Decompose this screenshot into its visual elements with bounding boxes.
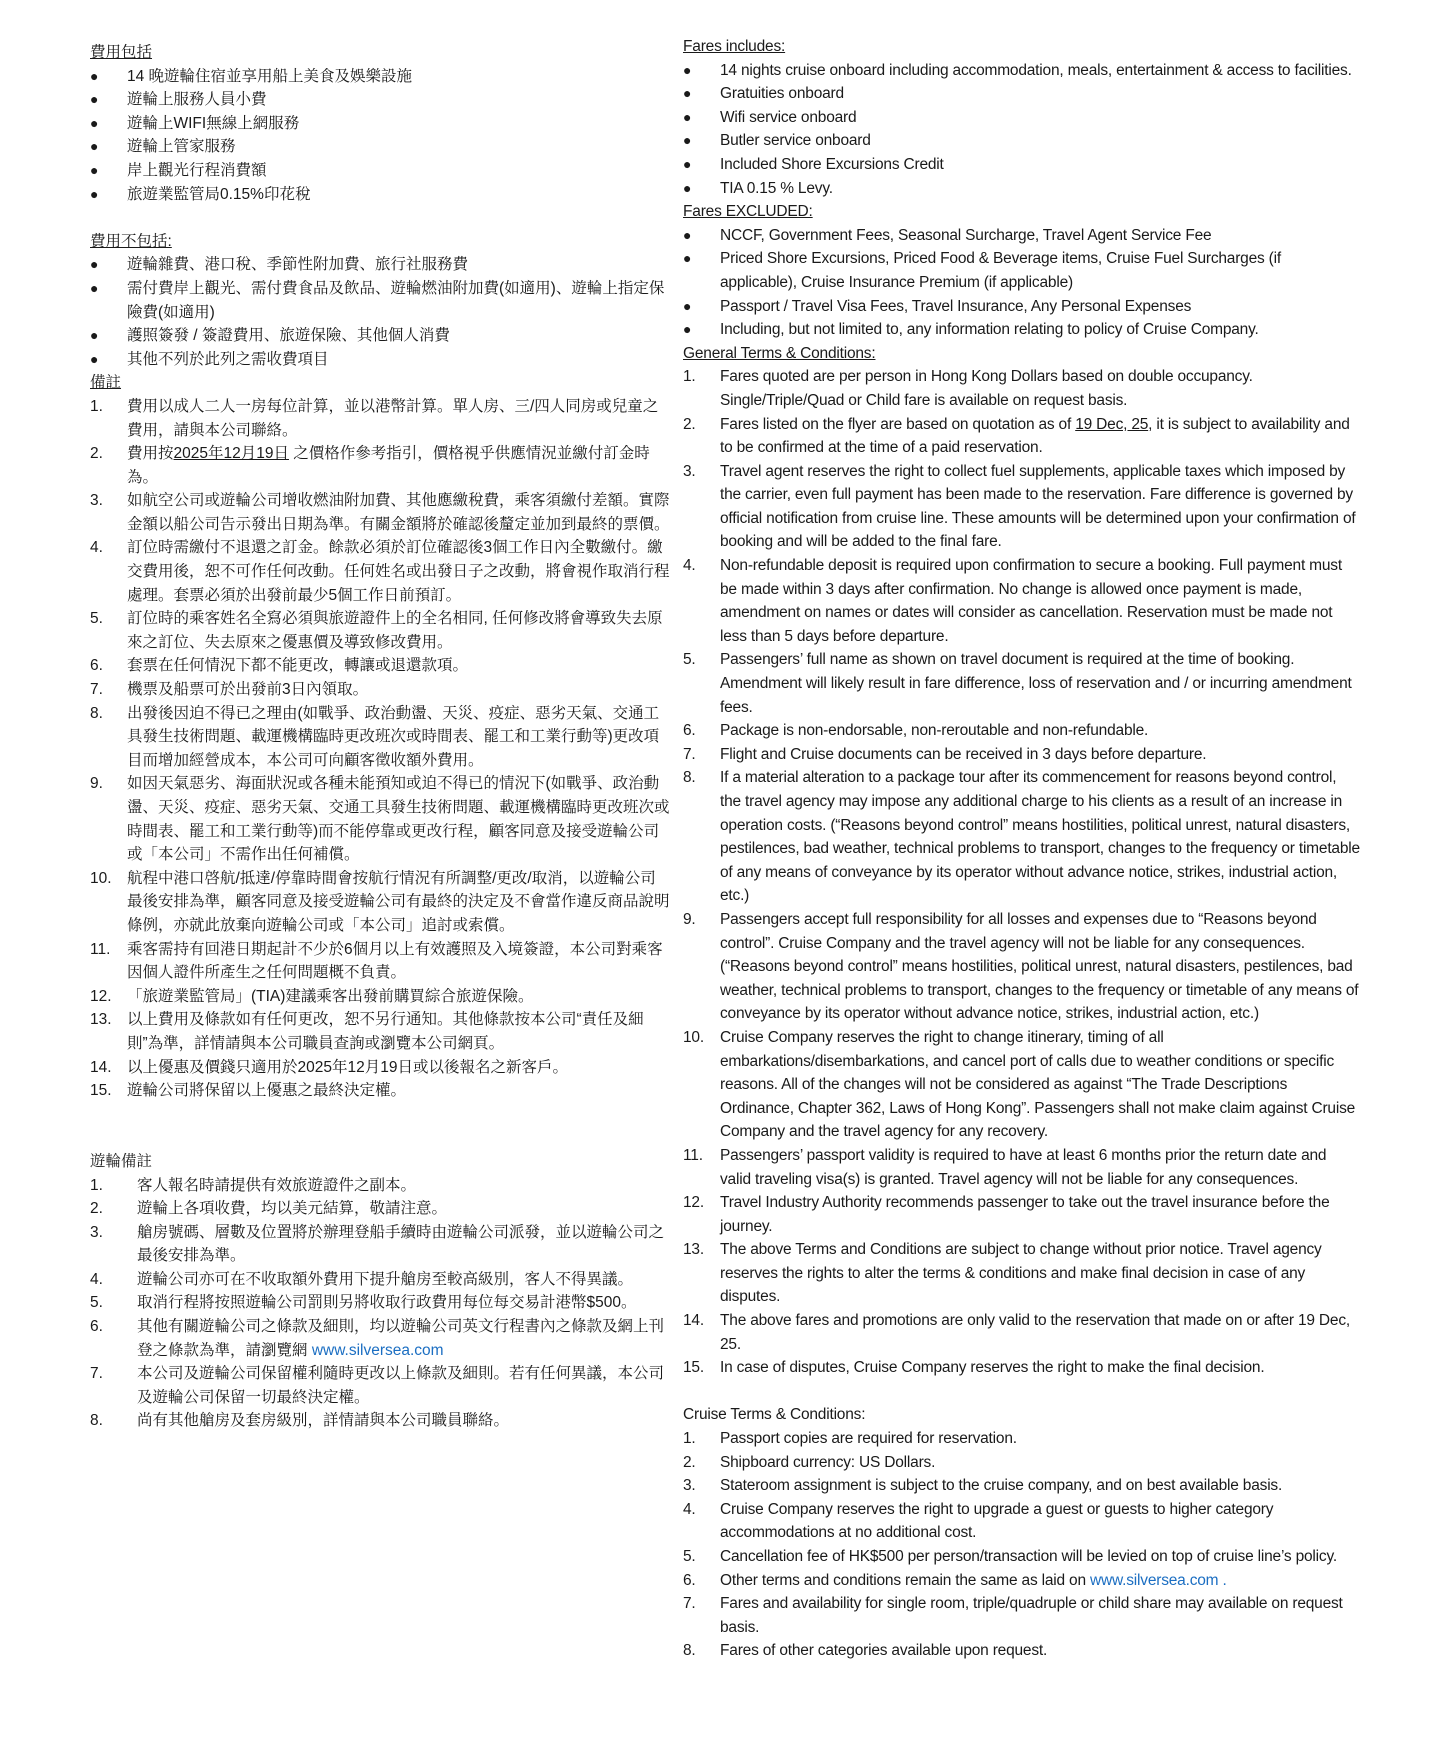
item-text: If a material alteration to a package tour after its commencement for reasons beyond control, the travel agency may impose any additional charge to his clients as a result of an increase in operation costs. (“Reasons beyond control” means hostilities, political unrest, natural disasters, pestilences, bad weather, technical problems to transport, changes to the frequency or timetable of any means of conveyance by its operator without advance notice, strikes, industrial action, etc.) (720, 769, 1360, 905)
item-text: 艙房號碼、層數及位置將於辦理登船手續時由遊輪公司派發，並以遊輪公司之最後安排為準。 (137, 1223, 665, 1265)
item-number: 14. (90, 1058, 112, 1076)
item-text (720, 413, 1360, 460)
item-text: 取消行程將按照遊輪公司罰則另將收取行政費用每位每交易計港幣$500。 (137, 1294, 637, 1312)
list-item (90, 112, 670, 136)
item-number: 4. (683, 557, 696, 575)
item-number: 3. (90, 1223, 103, 1241)
bullet-icon: ● (90, 161, 99, 178)
item-number: 3. (90, 492, 103, 510)
item-number: 5. (90, 610, 103, 628)
item-number: 7. (90, 1365, 103, 1383)
bullet-icon: ● (90, 67, 99, 84)
general-terms (683, 342, 1383, 1380)
list-item (90, 324, 670, 348)
item-text (720, 1569, 1360, 1593)
list-item (683, 1427, 1383, 1451)
list-item (683, 1144, 1383, 1191)
list-item (90, 1362, 670, 1409)
list-item (90, 702, 670, 773)
item-number: 5. (90, 1294, 103, 1312)
text-segment: 費用按 (127, 445, 174, 463)
list-item (90, 253, 670, 277)
item-text: Package is non-endorsable, non-reroutable and non-refundable. (720, 722, 1149, 740)
item-number: 2. (90, 1200, 103, 1218)
item-number: 1. (683, 368, 696, 386)
item-number: 7. (90, 681, 103, 699)
fees-included-zh-title (90, 41, 670, 65)
underlined-date: 2025年12月19日 (173, 445, 289, 463)
list-item (90, 678, 670, 702)
item-text: Flight and Cruise documents can be received in 3 days before departure. (720, 745, 1207, 763)
item-number: 15. (683, 1359, 704, 1377)
fees-excluded-zh (90, 230, 670, 372)
list-item (683, 1309, 1383, 1356)
list-item (683, 413, 1383, 460)
item-text: Cruise Company reserves the right to change itinerary, timing of all embarkations/disembarkations, and cancel port of calls due to weather conditions or specific reasons. All of the changes will not be considered as against “The Trade Descriptions Ordinance, Chapter 362, Laws of Hong Kong”. Passengers shall not make claim against Cruise Company and the travel agency for any recovery. (720, 1028, 1356, 1141)
item-text: Travel agent reserves the right to collect fuel supplements, applicable taxes which imposed by the carrier, even full payment has been made to the reservation. Fare difference is governed by official notification from cruise line. These amounts will be determined upon your confirmation of booking and will be added to the final fare. (720, 462, 1356, 551)
list-item (90, 442, 670, 489)
list-item (683, 318, 1383, 342)
item-text (137, 1315, 670, 1362)
bullet-icon: ● (90, 350, 99, 367)
text-segment: 其他有關遊輪公司之條款及細則，均以遊輪公司英文行程書內之條款及網上刊登之條款為準，請瀏覽網 (137, 1318, 665, 1359)
spacer (90, 1126, 670, 1150)
list-item (683, 247, 1383, 294)
fares-includes-title (683, 35, 1383, 59)
item-text: 岸上觀光行程消費額 (127, 161, 267, 179)
list-item (90, 65, 670, 89)
list-item (683, 1451, 1383, 1475)
item-number: 8. (683, 769, 696, 787)
item-text: Gratuities onboard (720, 85, 844, 103)
fares-excluded (683, 200, 1383, 342)
item-text: Passengers’ full name as shown on travel document is required at the time of booking. Amendment will likely result in fare difference, loss of reservation and / or incurring amendment fees. (720, 651, 1352, 716)
item-number: 4. (90, 539, 103, 557)
item-text: Travel Industry Authority recommends passenger to take out the travel insurance before the journey. (720, 1194, 1330, 1235)
item-text: 航程中港口啓航/抵達/停靠時間會按航行情況有所調整/更改/取消，以遊輪公司最後安排為準，顧客同意及接受遊輪公司有最終的決定及不會當作違反商品說明條例，亦就此放棄向遊輪公司或「本公司」追討或索償。 (127, 869, 670, 934)
list-item (683, 1356, 1383, 1380)
item-number: 6. (90, 657, 103, 675)
cruise-terms (683, 1403, 1383, 1663)
item-number: 15. (90, 1082, 112, 1100)
list-item (683, 177, 1383, 201)
item-text: Passengers’ passport validity is required to have at least 6 months prior the return date and valid traveling visa(s) is granted. Travel agency will not be liable for any consequences. (720, 1146, 1327, 1188)
item-text: Non-refundable deposit is required upon confirmation to secure a booking. Full payment must be made within 3 days after confirmation. No change is allowed once payment is made, amendment on names or dates will consider as cancellation. Reservation must be made not less than 5 days before departure. (720, 557, 1342, 645)
item-text: 套票在任何情況下都不能更改，轉讓或退還款項。 (127, 657, 469, 675)
bullet-icon: ● (90, 185, 99, 202)
list-item (90, 654, 670, 678)
item-text: 如航空公司或遊輪公司增收燃油附加費、其他應繳稅費，乘客須繳付差額。實際金額以船公司告示發出日期為準。有關金額將於確認後釐定並加到最終的票價。 (127, 492, 670, 533)
item-text: 遊輪上服務人員小費 (127, 91, 267, 109)
item-number: 14. (683, 1312, 704, 1330)
section-heading: Fares EXCLUDED: (683, 203, 813, 221)
list-item (90, 1291, 670, 1315)
section-heading: 遊輪備註 (90, 1152, 153, 1170)
spacer (683, 1380, 1383, 1404)
item-text: 費用以成人二人一房每位計算，並以港幣計算。單人房、三/四人同房或兒童之費用，請與本公司聯絡。 (127, 397, 659, 439)
item-number: 2. (90, 445, 103, 463)
bullet-icon: ● (90, 138, 99, 155)
list-item (683, 719, 1383, 743)
item-number: 6. (683, 722, 696, 740)
item-text: The above fares and promotions are only valid to the reservation that made on or after 19 Dec, 25. (720, 1312, 1350, 1353)
english-terms-column (683, 35, 1383, 1663)
item-number: 12. (683, 1194, 704, 1212)
bullet-icon: ● (683, 61, 692, 78)
item-text: NCCF, Government Fees, Seasonal Surcharge, Travel Agent Service Fee (720, 226, 1212, 244)
item-number: 11. (90, 940, 111, 958)
remarks-zh (90, 371, 670, 1102)
item-number: 1. (683, 1430, 696, 1448)
list-item (90, 1079, 670, 1103)
bullet-icon: ● (683, 226, 692, 243)
list-item (683, 295, 1383, 319)
item-number: 13. (683, 1241, 704, 1259)
item-number: 8. (683, 1642, 696, 1660)
list-item (683, 153, 1383, 177)
item-text: In case of disputes, Cruise Company reserves the right to make the final decision. (720, 1359, 1265, 1377)
list-item (683, 1545, 1383, 1569)
item-text: 其他不列於此列之需收費項目 (127, 350, 329, 368)
list-item (683, 743, 1383, 767)
bullet-icon: ● (683, 132, 692, 149)
list-item (683, 129, 1383, 153)
item-text: 護照簽發 / 簽證費用、旅遊保險、其他個人消費 (127, 327, 450, 345)
item-text: 訂位時需繳付不退還之訂金。餘款必須於訂位確認後3個工作日內全數繳付。繳交費用後，恕不可作任何改動。任何姓名或出發日子之改動，將會視作取消行程處理。套票必須於出發前最少5個工作日前預訂。 (127, 539, 670, 604)
text-segment: Fares listed on the flyer are based on quotation as of (720, 415, 1076, 433)
item-text: 遊輪公司將保留以上優惠之最終決定權。 (127, 1082, 407, 1100)
item-number: 9. (90, 775, 103, 793)
list-item (90, 1315, 670, 1362)
item-text: Fares quoted are per person in Hong Kong Dollars based on double occupancy. Single/Triple/Quad or Child fare is available on request basis. (720, 368, 1253, 409)
item-text: Cruise Company reserves the right to upgrade a guest or guests to higher category accommodations at no additional cost. (720, 1500, 1274, 1542)
bullet-icon: ● (90, 327, 99, 344)
list-item (90, 1174, 670, 1198)
item-text: 14 nights cruise onboard including accommodation, meals, entertainment & access to facilities. (720, 61, 1352, 79)
item-number: 10. (90, 869, 112, 887)
list-item (90, 1056, 670, 1080)
item-text: 需付費岸上觀光、需付費食品及飲品、遊輪燃油附加費(如適用)、遊輪上指定保險費(如適用) (127, 279, 665, 321)
remarks-zh-title (90, 371, 670, 395)
list-item (683, 908, 1383, 1026)
list-item (683, 1026, 1383, 1144)
item-text: TIA 0.15 % Levy. (720, 179, 833, 197)
list-item (90, 88, 670, 112)
item-number: 11. (683, 1146, 703, 1164)
item-text: 客人報名時請提供有效旅遊證件之副本。 (137, 1176, 417, 1194)
item-number: 10. (683, 1028, 704, 1046)
list-item (90, 183, 670, 207)
item-text: Passport / Travel Visa Fees, Travel Insurance, Any Personal Expenses (720, 297, 1192, 315)
bullet-icon: ● (90, 256, 99, 273)
list-item (683, 1238, 1383, 1309)
fares-excluded-title (683, 200, 1383, 224)
list-item (90, 1008, 670, 1055)
item-text: Wifi service onboard (720, 108, 857, 126)
website-link[interactable]: www.silversea.com . (1090, 1571, 1227, 1589)
item-number: 9. (683, 910, 696, 928)
bullet-icon: ● (683, 85, 692, 102)
section-heading: General Terms & Conditions: (683, 344, 876, 362)
bullet-icon: ● (683, 321, 692, 338)
bullet-icon: ● (90, 279, 99, 296)
item-text: 旅遊業監管局0.15%印花稅 (127, 185, 311, 203)
item-number: 1. (90, 1176, 103, 1194)
fees-excluded-zh-title (90, 230, 670, 254)
text-segment: , it is subject to availability and to be confirmed at the time of a paid reservation. (720, 415, 1350, 457)
item-number: 3. (683, 462, 696, 480)
section-heading: Fares includes: (683, 38, 786, 55)
text-segment: 之價格作參考指引，價格視乎供應情況並繳付訂金時為。 (127, 445, 650, 486)
item-text: Butler service onboard (720, 132, 871, 150)
bullet-icon: ● (683, 297, 692, 314)
item-text: Shipboard currency: US Dollars. (720, 1453, 936, 1471)
item-number: 5. (683, 1548, 696, 1565)
list-item (90, 395, 670, 442)
item-text: 本公司及遊輪公司保留權利隨時更改以上條款及細則。若有任何異議，本公司及遊輪公司保留一切最終決定權。 (137, 1365, 665, 1406)
list-item (90, 607, 670, 654)
bullet-icon: ● (683, 179, 692, 196)
item-number: 13. (90, 1011, 112, 1029)
list-item (683, 1569, 1383, 1593)
fares-includes (683, 35, 1383, 200)
list-item (90, 985, 670, 1009)
list-item (683, 365, 1383, 412)
item-text: 「旅遊業監管局」(TIA)建議乘客出發前購買綜合旅遊保險。 (127, 987, 534, 1005)
item-number: 7. (683, 745, 696, 763)
list-item (683, 59, 1383, 83)
list-item (683, 1474, 1383, 1498)
text-segment: Other terms and conditions remain the same as laid on (720, 1571, 1091, 1589)
item-text: 遊輪公司亦可在不收取額外費用下提升艙房至較高級別，客人不得異議。 (137, 1270, 634, 1288)
list-item (90, 159, 670, 183)
item-text: Fares of other categories available upon request. (720, 1642, 1048, 1660)
item-number: 2. (683, 1453, 696, 1471)
section-heading: 費用不包括: (90, 232, 172, 250)
item-text: 出發後因迫不得已之理由(如戰爭、政治動盪、天災、疫症、惡劣天氣、交通工具發生技術問題、載運機構臨時更改班次或時間表、罷工和工業行動等)更改項目而增加經營成本，本公司可向顧客徵收額外費用。 (127, 704, 660, 769)
list-item (90, 536, 670, 607)
section-heading: 費用包括 (90, 44, 153, 61)
item-text: 以上優惠及價錢只適用於2025年12月19日或以後報名之新客戶。 (127, 1058, 568, 1076)
item-text: 14 晚遊輪住宿並享用船上美食及娛樂設施 (127, 67, 413, 85)
item-text: 如因天氣惡劣、海面狀況或各種未能預知或迫不得已的情況下(如戰爭、政治動盪、天災、疫症、惡劣天氣、交通工具發生技術問題、載運機構臨時更改班次或時間表、罷工和工業行動等)而不能停靠或更改行程，顧客同意及接受遊輪公司或「本公司」不需作出任何補償。 (127, 775, 670, 864)
spacer (90, 206, 670, 230)
list-item (90, 277, 670, 324)
cruise-remarks-zh (90, 1150, 670, 1433)
chinese-terms-column (90, 41, 670, 1433)
bullet-icon: ● (683, 155, 692, 172)
list-item (683, 224, 1383, 248)
item-text: The above Terms and Conditions are subject to change without prior notice. Travel agency reserves the rights to alter the terms & conditions and make final decision in case of any disputes. (720, 1241, 1322, 1306)
item-text: Cancellation fee of HK$500 per person/transaction will be levied on top of cruise line’s policy. (720, 1548, 1337, 1565)
list-item (683, 554, 1383, 648)
item-number: 6. (90, 1318, 103, 1336)
item-text: 遊輪雜費、港口稅、季節性附加費、旅行社服務費 (127, 256, 469, 274)
item-number: 8. (90, 1412, 103, 1430)
list-item (90, 938, 670, 985)
cruise-remarks-zh-title (90, 1150, 670, 1174)
item-text: 以上費用及條款如有任何更改，恕不另行通知。其他條款按本公司“責任及細則”為準，詳情請與本公司職員查詢或瀏覽本公司網頁。 (127, 1011, 644, 1052)
item-text: 訂位時的乘客姓名全寫必須與旅遊證件上的全名相同, 任何修改將會導致失去原來之訂位、失去原來之優惠價及導致修改費用。 (127, 610, 663, 651)
list-item (683, 106, 1383, 130)
general-terms-title (683, 342, 1383, 366)
list-item (90, 489, 670, 536)
list-item (683, 1639, 1383, 1663)
list-item (90, 867, 670, 938)
list-item (90, 1268, 670, 1292)
list-item (683, 1592, 1383, 1639)
spacer (90, 1103, 670, 1127)
list-item (683, 460, 1383, 554)
bullet-icon: ● (683, 108, 692, 125)
item-number: 12. (90, 987, 112, 1005)
item-text: Passengers accept full responsibility for all losses and expenses due to “Reasons beyond control”. Cruise Company and the travel agency will not be liable for any consequences. (“Reasons beyond control” means hostilities, political unrest, natural disasters, pestilences, bad weather, technical problems to transport, changes to the frequency or timetable of any means of conveyance by its operator without advance notice, strikes, industrial action, etc.) (720, 910, 1359, 1023)
item-text: 乘客需持有回港日期起計不少於6個月以上有效護照及入境簽證，本公司對乘客因個人證件所產生之任何問題概不負責。 (127, 940, 663, 982)
list-item (683, 82, 1383, 106)
item-number: 6. (683, 1571, 696, 1589)
item-text: 遊輪上WIFI無線上網服務 (127, 114, 300, 132)
item-number: 4. (90, 1270, 103, 1288)
underlined-date: 19 Dec, 25 (1075, 415, 1149, 433)
website-link[interactable]: www.silversea.com (311, 1341, 444, 1359)
item-number: 5. (683, 651, 696, 669)
list-item (683, 1498, 1383, 1545)
list-item (683, 648, 1383, 719)
item-text: Stateroom assignment is subject to the cruise company, and on best available basis. (720, 1477, 1283, 1495)
bullet-icon: ● (90, 91, 99, 108)
item-text: Including, but not limited to, any information relating to policy of Cruise Company. (720, 321, 1259, 339)
list-item (90, 348, 670, 372)
list-item (90, 772, 670, 866)
cruise-terms-title (683, 1403, 1383, 1427)
item-number: 4. (683, 1500, 696, 1518)
item-number: 3. (683, 1477, 696, 1495)
item-number: 7. (683, 1595, 696, 1613)
list-item (90, 1221, 670, 1268)
item-text: Fares and availability for single room, triple/quadruple or child share may available on request basis. (720, 1595, 1343, 1636)
bullet-icon: ● (90, 114, 99, 131)
item-text: Included Shore Excursions Credit (720, 155, 944, 173)
section-heading: 備註 (90, 374, 122, 392)
list-item (90, 135, 670, 159)
item-text: 機票及船票可於出發前3日內領取。 (127, 681, 369, 699)
item-text: 遊輪上各項收費，均以美元結算，敬請注意。 (137, 1200, 448, 1218)
item-text: 遊輪上管家服務 (127, 138, 236, 156)
list-item (90, 1409, 670, 1433)
item-text: 尚有其他艙房及套房級別，詳情請與本公司職員聯絡。 (137, 1412, 510, 1430)
list-item (683, 766, 1383, 908)
item-text: Passport copies are required for reservation. (720, 1430, 1017, 1448)
item-text: Priced Shore Excursions, Priced Food & Beverage items, Cruise Fuel Surcharges (if applicable), Cruise Insurance Premium (if applicable) (720, 250, 1281, 291)
fees-included-zh (90, 41, 670, 206)
list-item (90, 1197, 670, 1221)
section-heading: Cruise Terms & Conditions: (683, 1406, 866, 1424)
list-item (683, 1191, 1383, 1238)
bullet-icon: ● (683, 250, 692, 267)
item-number: 2. (683, 415, 696, 433)
item-text (127, 442, 670, 489)
item-number: 1. (90, 397, 103, 415)
item-number: 8. (90, 704, 103, 722)
